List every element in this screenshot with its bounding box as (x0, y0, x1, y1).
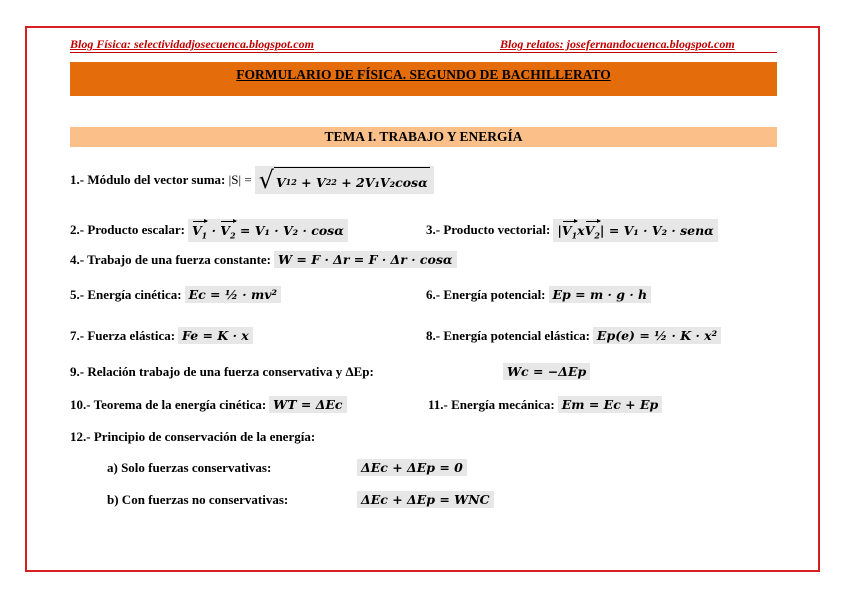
formula-work-energy-theorem: WT = ΔEc (269, 396, 346, 413)
item-1-lhs: |S| = (228, 172, 252, 187)
formula-item-9 (70, 364, 374, 380)
f1-terms: + 2V₁V₂cosα (341, 174, 428, 190)
formula-mechanical-energy: Em = Ec + Ep (558, 396, 663, 413)
title-banner (70, 62, 777, 96)
formula-conservation-b: ΔEc + ΔEp = WNC (357, 491, 494, 508)
subitem-a-label: a) Solo fuerzas conservativas: (107, 460, 272, 475)
formula-item-10 (70, 396, 347, 413)
formula-item-3 (426, 219, 718, 242)
item-8-label: 8.- Energía potencial elástica: (426, 327, 590, 343)
formula-conservative-work: Wc = −ΔEp (503, 363, 590, 380)
item-6-label: 6.- Energía potencial: (426, 286, 546, 302)
formula-item-5 (70, 286, 281, 303)
formula-dot-product: $V_1$ · $V_2$ = V₁ · V₂ · cosα (188, 219, 348, 242)
formula-conservation-a: ΔEc + ΔEp = 0 (357, 459, 467, 476)
formula-item-2 (70, 219, 348, 242)
formula-elastic-force: Fe = K · x (178, 327, 253, 344)
topic-title: TEMA I. TRABAJO Y ENERGÍA (324, 129, 523, 144)
item-1-label: 1.- Módulo del vector suma: (70, 172, 226, 187)
formula-item-11 (428, 396, 662, 413)
item-3-label: 3.- Producto vectorial: (426, 222, 551, 238)
f3-rhs: = V₁ · V₂ · senα (608, 222, 714, 238)
document-title: FORMULARIO DE FÍSICA. SEGUNDO DE BACHILLERATO (236, 67, 611, 82)
vector-v1: $V_1$ (192, 220, 207, 241)
physics-blog-link[interactable]: Blog Física: selectividadjosecuenca.blogspot.com (70, 37, 314, 51)
formula-item-7 (70, 327, 253, 344)
formula-item-8 (426, 327, 721, 344)
item-4-label: 4.- Trabajo de una fuerza constante: (70, 251, 272, 267)
formula-item-12 (70, 429, 315, 445)
f2-rhs: = V₁ · V₂ · cosα (239, 222, 344, 238)
sqrt-symbol: √ V 1 2 + V 2 2 + 2V₁V₂cosα (258, 166, 428, 194)
header-rule (70, 52, 777, 53)
vector-v2x: $V_2$ (585, 220, 600, 241)
item-10-label: 10.- Teorema de la energía cinética: (70, 396, 267, 412)
formula-item-4 (70, 251, 457, 268)
formula-elastic-potential-energy: Ep(e) = ½ · K · x² (593, 327, 721, 344)
vector-v1x: $V_1$ (562, 220, 577, 241)
item-9-label: 9.- Relación trabajo de una fuerza conservativa y ΔEp: (70, 364, 374, 379)
topic-banner (70, 127, 777, 147)
formula-vector-sum (255, 166, 434, 194)
formula-item-1 (70, 166, 434, 194)
item-11-label: 11.- Energía mecánica: (428, 396, 555, 412)
formula-work: W = F · Δr = F · Δr · cosα (274, 251, 456, 268)
item-5-label: 5.- Energía cinética: (70, 286, 182, 302)
formula-item-6 (426, 286, 651, 303)
formula-potential-energy: Ep = m · g · h (549, 286, 652, 303)
formula-cross-product: | $V_1$ x $V_2$ | = V₁ · V₂ · senα (553, 219, 717, 242)
subitem-b-label: b) Con fuerzas no conservativas: (107, 492, 289, 507)
item-2-label: 2.- Producto escalar: (70, 222, 185, 238)
formula-kinetic-energy: Ec = ½ · mv² (185, 286, 281, 303)
vector-v2: $V_2$ (220, 220, 235, 241)
item-12-label: 12.- Principio de conservación de la energía: (70, 429, 316, 444)
stories-blog-link[interactable]: Blog relatos: josefernandocuenca.blogspot.com (500, 37, 735, 51)
item-7-label: 7.- Fuerza elástica: (70, 327, 176, 343)
